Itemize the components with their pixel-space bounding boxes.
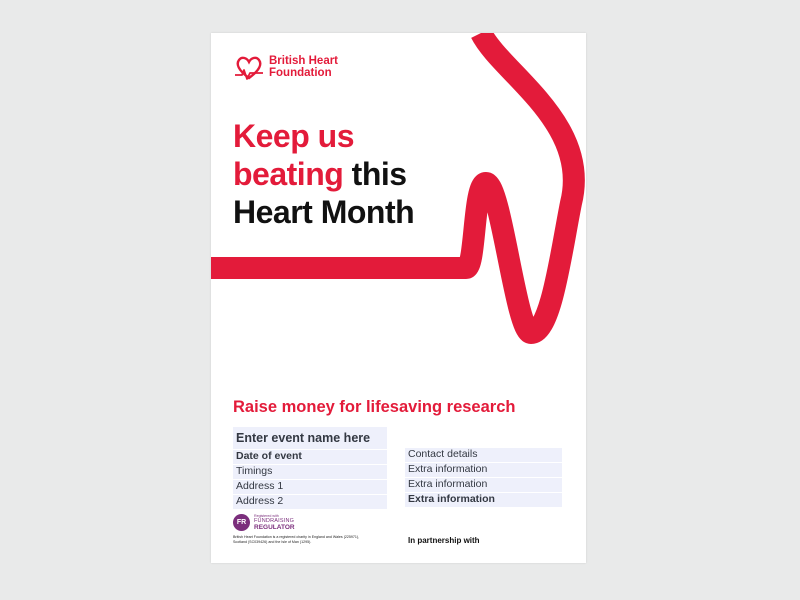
contact-details-field[interactable]: Contact details (405, 448, 562, 462)
headline-line-2 (233, 155, 414, 193)
headline-beating: beating (233, 156, 344, 192)
fundraising-regulator-badge (233, 514, 295, 531)
partnership-label: In partnership with (408, 536, 480, 545)
poster (211, 33, 586, 563)
fr-wordmark (254, 514, 295, 531)
logo-line-2: Foundation (269, 67, 332, 79)
fr-fundraising: FUNDRAISING (254, 518, 295, 524)
address-1-field[interactable]: Address 1 (233, 480, 387, 494)
address-2-field[interactable]: Address 2 (233, 495, 387, 509)
event-name-field[interactable]: Enter event name here (233, 427, 387, 449)
extra-info-field-3[interactable]: Extra information (405, 493, 562, 507)
bhf-logo (234, 53, 338, 81)
subheading: Raise money for lifesaving research (233, 398, 516, 416)
logo-line-1: British Heart (269, 55, 339, 67)
logo-wordmark (269, 55, 338, 79)
headline-this: this (343, 156, 407, 192)
headline (233, 117, 414, 231)
fr-registered: Registered with (254, 514, 279, 518)
charity-note: British Heart Foundation is a registered charity in England and Wales (225971), Scotland (SC039426) and the Isle of Man (1295). (233, 535, 360, 544)
fr-regulator: REGULATOR (254, 524, 295, 531)
extra-info-field-1[interactable]: Extra information (405, 463, 562, 477)
timings-field[interactable]: Timings (233, 465, 387, 479)
fr-icon: FR (233, 514, 250, 531)
headline-line-3: Heart Month (233, 194, 415, 230)
headline-line-1: Keep us (233, 118, 354, 154)
heart-logo-icon (234, 53, 264, 81)
date-field[interactable]: Date of event (233, 450, 387, 464)
extra-info-field-2[interactable]: Extra information (405, 478, 562, 492)
